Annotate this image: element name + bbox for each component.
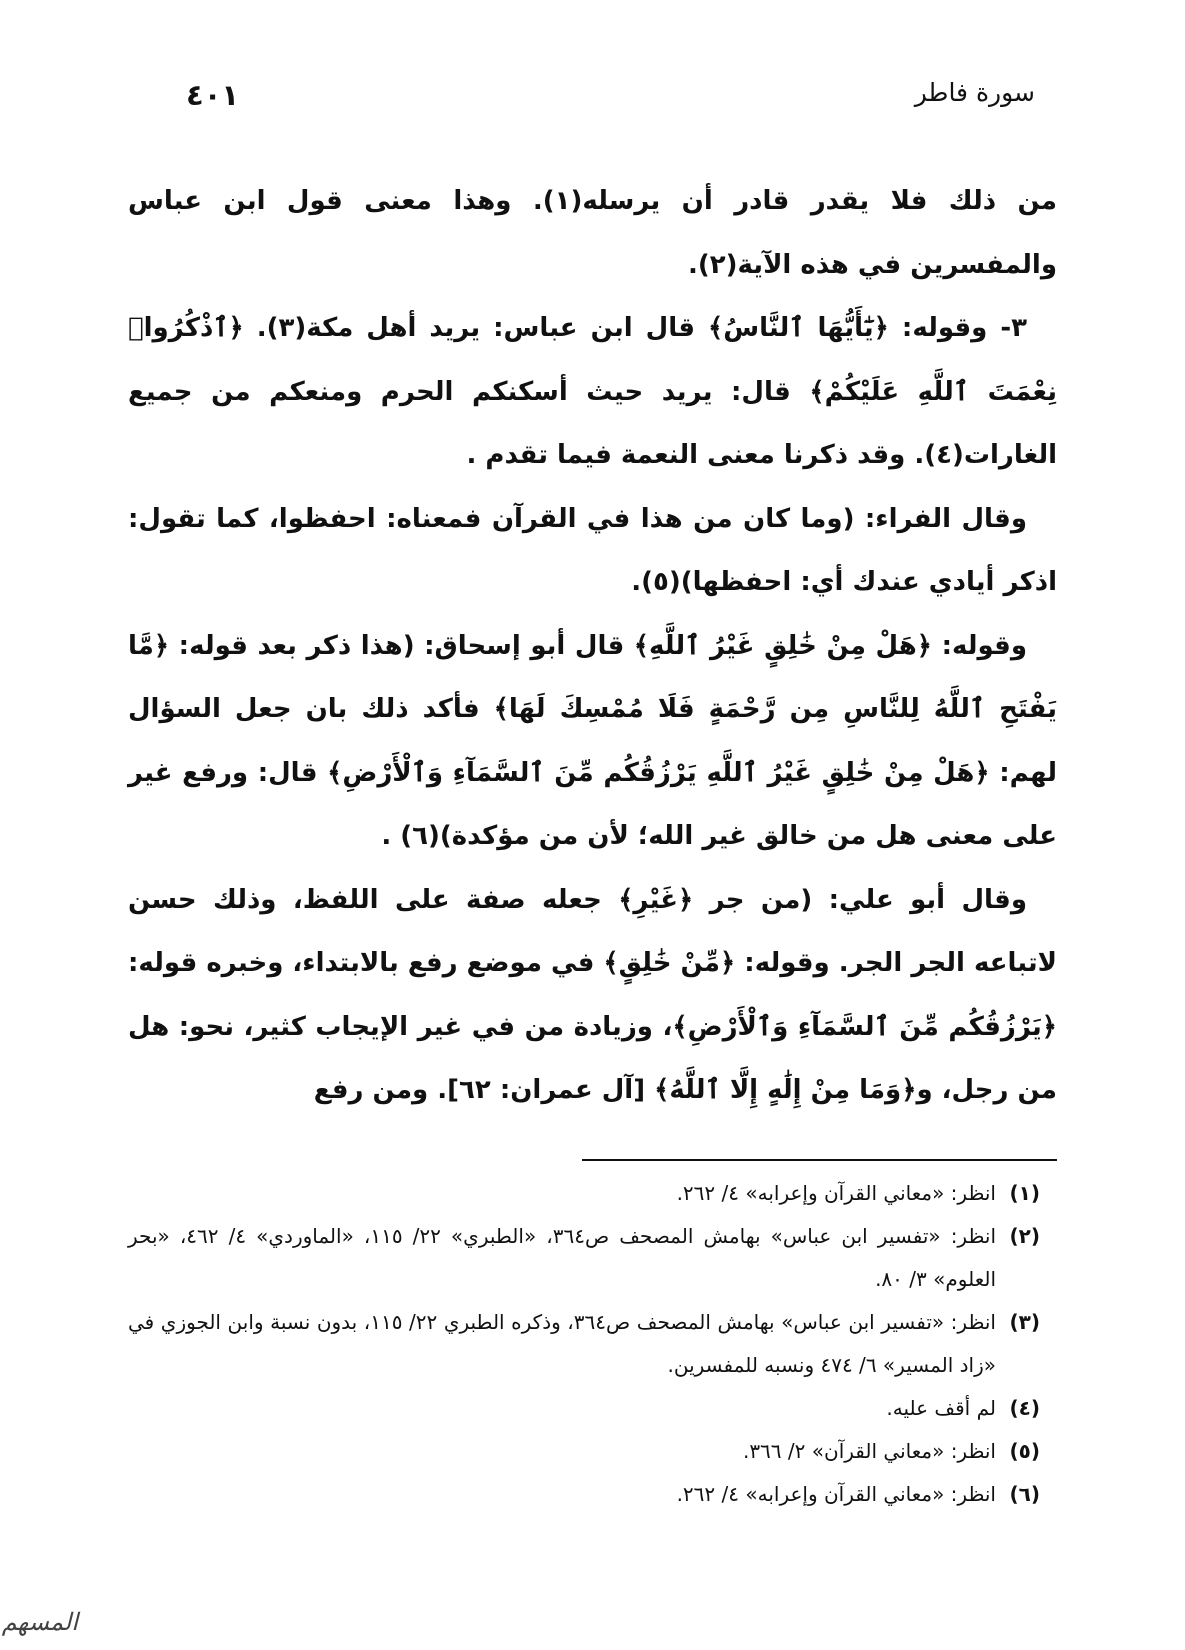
footnote-number: (٣): [1009, 1310, 1040, 1334]
paragraph: وقوله: ﴿هَلْ مِنْ خَٰلِقٍ غَيْرُ ٱللَّهِ﴾ قال أبو إسحاق: (هذا ذكر بعد قوله: ﴿مَّا يَفْتَحِ ٱللَّهُ لِلنَّاسِ مِن رَّحْمَةٍ فَلَا مُمْسِكَ لَهَا﴾ فأكد ذلك بان جعل السؤال لهم: ﴿هَلْ مِنْ خَٰلِقٍ غَيْرُ ٱللَّهِ يَرْزُقُكُم مِّنَ ٱلسَّمَآءِ وَٱلْأَرْضِ﴾ قال: ورفع غير على معنى هل من خالق غير الله؛ لأن من مؤكدة)(٦) .: [128, 630, 1057, 851]
page-number: ٤٠١: [186, 78, 240, 112]
footnote-item: [128, 1473, 1040, 1516]
footnote-text: انظر: «تفسير ابن عباس» بهامش المصحف ص٣٦٤، وذكره الطبري ٢٢/ ١١٥، بدون نسبة وابن الجوزي في «زاد المسير» ٦/ ٤٧٤ ونسبه للمفسرين.: [128, 1310, 996, 1377]
footnote-item: [128, 1301, 1040, 1387]
footnote-item: [128, 1172, 1040, 1215]
paragraph: ٣- وقوله: ﴿يَٰٓأَيُّهَا ٱلنَّاسُ﴾ قال ابن عباس: يريد أهل مكة(٣). ﴿ٱذْكُرُوا۟ نِعْمَتَ ٱللَّهِ عَلَيْكُمْ﴾ قال: يريد حيث أسكنكم الحرم ومنعكم من جميع الغارات(٤). وقد ذكرنا معنى النعمة فيما تقدم .: [128, 313, 1057, 470]
footnote-number: (٤): [1009, 1396, 1040, 1420]
watermark-logo: المسهم: [1, 1608, 78, 1636]
footnote-text: انظر: «معاني القرآن» ٢/ ٣٦٦.: [742, 1439, 996, 1463]
footnote-number: (٥): [1009, 1439, 1040, 1463]
footnotes: [128, 1172, 1040, 1516]
footnote-item: [128, 1215, 1040, 1301]
chapter-title: سورة فاطر: [914, 78, 1035, 107]
paragraph: من ذلك فلا يقدر قادر أن يرسله(١). وهذا معنى قول ابن عباس والمفسرين في هذه الآية(٢).: [128, 186, 1057, 280]
footnote-number: (٢): [1009, 1224, 1040, 1248]
footnote-text: انظر: «تفسير ابن عباس» بهامش المصحف ص٣٦٤، «الطبري» ٢٢/ ١١٥، «الماوردي» ٤/ ٤٦٢، «بحر العلوم» ٣/ ٨٠.: [128, 1224, 996, 1291]
footnote-text: انظر: «معاني القرآن وإعرابه» ٤/ ٢٦٢.: [676, 1181, 996, 1205]
footnote-divider: [582, 1159, 1057, 1161]
footnote-number: (٦): [1009, 1482, 1040, 1506]
footnote-item: [128, 1387, 1040, 1430]
paragraph: وقال الفراء: (وما كان من هذا في القرآن فمعناه: احفظوا، كما تقول: اذكر أيادي عندك أي: احفظها)(٥).: [128, 503, 1057, 597]
footnote-text: انظر: «معاني القرآن وإعرابه» ٤/ ٢٦٢.: [676, 1482, 996, 1506]
main-text: [128, 170, 1057, 1123]
paragraph: وقال أبو علي: (من جر ﴿غَيْرِ﴾ جعله صفة على اللفظ، وذلك حسن لاتباعه الجر الجر. وقوله: ﴿مِّنْ خَٰلِقٍ﴾ في موضع رفع بالابتداء، وخبره قوله: ﴿يَرْزُقُكُم مِّنَ ٱلسَّمَآءِ وَٱلْأَرْضِ﴾، وزيادة من في غير الإيجاب كثير، نحو: هل من رجل، و﴿وَمَا مِنْ إِلَٰهٍ إِلَّا ٱللَّهُ﴾ [آل عمران: ٦٢]. ومن رفع: [128, 884, 1057, 1105]
footnote-number: (١): [1009, 1181, 1040, 1205]
footnote-item: [128, 1430, 1040, 1473]
footnote-text: لم أقف عليه.: [886, 1396, 996, 1420]
running-head: [128, 78, 1057, 122]
